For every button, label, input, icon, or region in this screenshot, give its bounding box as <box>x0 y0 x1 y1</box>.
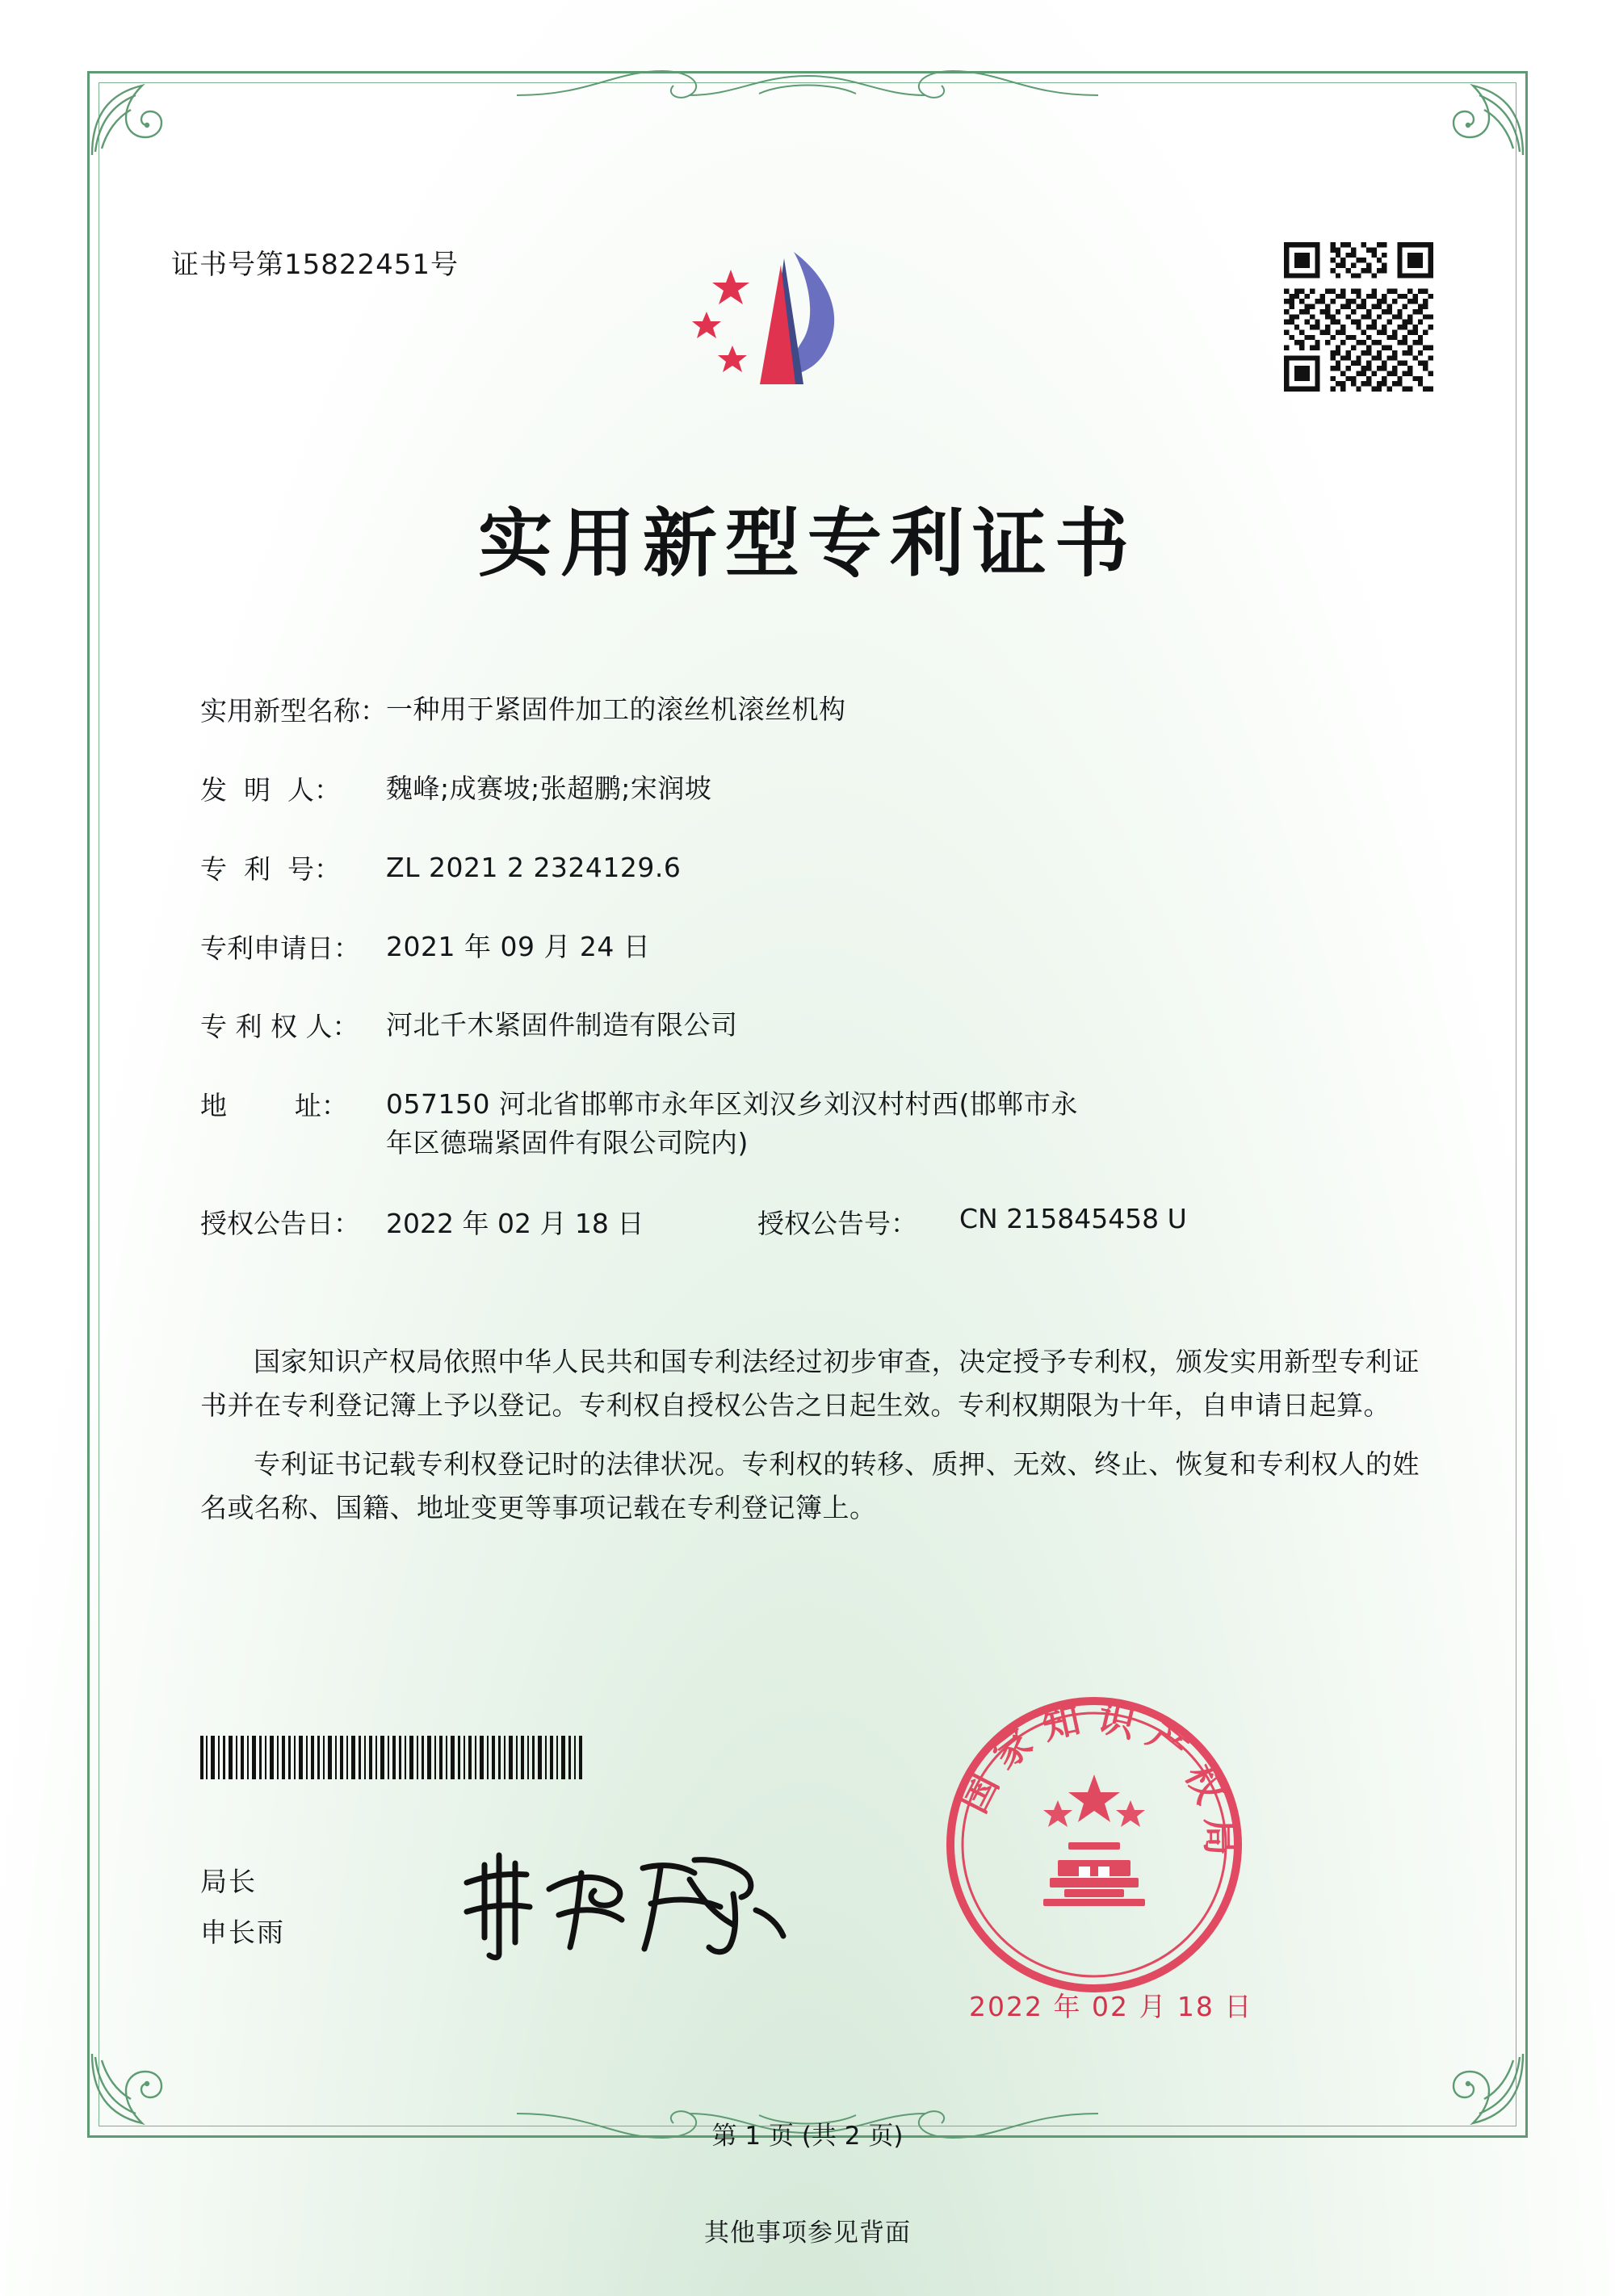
certificate-fields <box>200 690 1428 1268</box>
grant-number-value: CN 215845458 U <box>959 1202 1187 1234</box>
field-patentee <box>200 1006 1428 1045</box>
paragraph-2: 专利证书记载专利权登记时的法律状况。专利权的转移、质押、无效、终止、恢复和专利权人的姓名或名称、国籍、地址变更等事项记载在专利登记簿上。 <box>200 1448 1420 1524</box>
certificate-number: 证书号第15822451号 <box>171 249 459 281</box>
field-value-line1: 057150 河北省邯郸市永年区刘汉乡刘汉村村西(邯郸市永 <box>386 1088 1078 1121</box>
director-title: 局长 <box>200 1866 257 1897</box>
barcode-icon <box>200 1736 604 1779</box>
field-value: 魏峰;成赛坡;张超鹏;宋润坡 <box>386 772 712 804</box>
field-value: 一种用于紧固件加工的滚丝机滚丝机构 <box>386 693 846 725</box>
qr-code-icon <box>1284 242 1433 392</box>
grant-date-label: 授权公告日： <box>200 1207 360 1239</box>
director-name: 申长雨 <box>200 1916 285 1948</box>
field-value-line2: 年区德瑞紧固件有限公司院内) <box>386 1127 749 1159</box>
page-title: 实用新型专利证书 <box>477 501 1137 587</box>
grant-date-value: 2022 年 02 月 18 日 <box>386 1207 644 1239</box>
field-label: 地 址： <box>200 1090 348 1122</box>
grant-number-label: 授权公告号： <box>757 1207 917 1239</box>
field-application-date <box>200 928 1428 966</box>
official-seal-icon <box>937 1687 1252 2002</box>
patent-office-emblem-icon <box>682 242 900 428</box>
legal-paragraphs <box>200 1340 1420 1545</box>
field-label: 实用新型名称： <box>200 695 387 727</box>
field-patent-number <box>200 848 1428 887</box>
field-value: ZL 2021 2 2324129.6 <box>386 851 682 883</box>
handwritten-signature-icon <box>452 1841 799 1962</box>
field-label: 专利申请日： <box>200 932 360 964</box>
page-indicator: 第 1 页 (共 2 页) <box>711 2122 904 2151</box>
paragraph-1: 国家知识产权局依照中华人民共和国专利法经过初步审查，决定授予专利权，颁发实用新型专利证书并在专利登记簿上予以登记。专利权自授权公告之日起生效。专利权期限为十年，自申请日起算。 <box>200 1346 1420 1422</box>
seal-date: 2022 年 02 月 18 日 <box>969 1991 1253 2022</box>
field-value-block <box>386 1085 1428 1163</box>
footer-note: 其他事项参见背面 <box>704 2218 911 2248</box>
top-edge-flourish <box>517 63 1098 110</box>
field-inventors <box>200 769 1428 808</box>
field-address <box>200 1085 1428 1163</box>
director-block <box>200 1857 285 1958</box>
field-label: 专 利 权 人： <box>200 1011 359 1043</box>
field-value: 河北千木紧固件制造有限公司 <box>386 1009 738 1041</box>
field-label: 发 明 人： <box>200 773 341 806</box>
field-label: 专 利 号： <box>200 853 341 885</box>
field-grant-row <box>200 1203 1428 1241</box>
field-value: 2021 年 09 月 24 日 <box>386 930 651 962</box>
svg-text:国家知识产权局: 国家知识产权局 <box>950 1695 1243 1869</box>
field-utility-model-name <box>200 690 1428 729</box>
